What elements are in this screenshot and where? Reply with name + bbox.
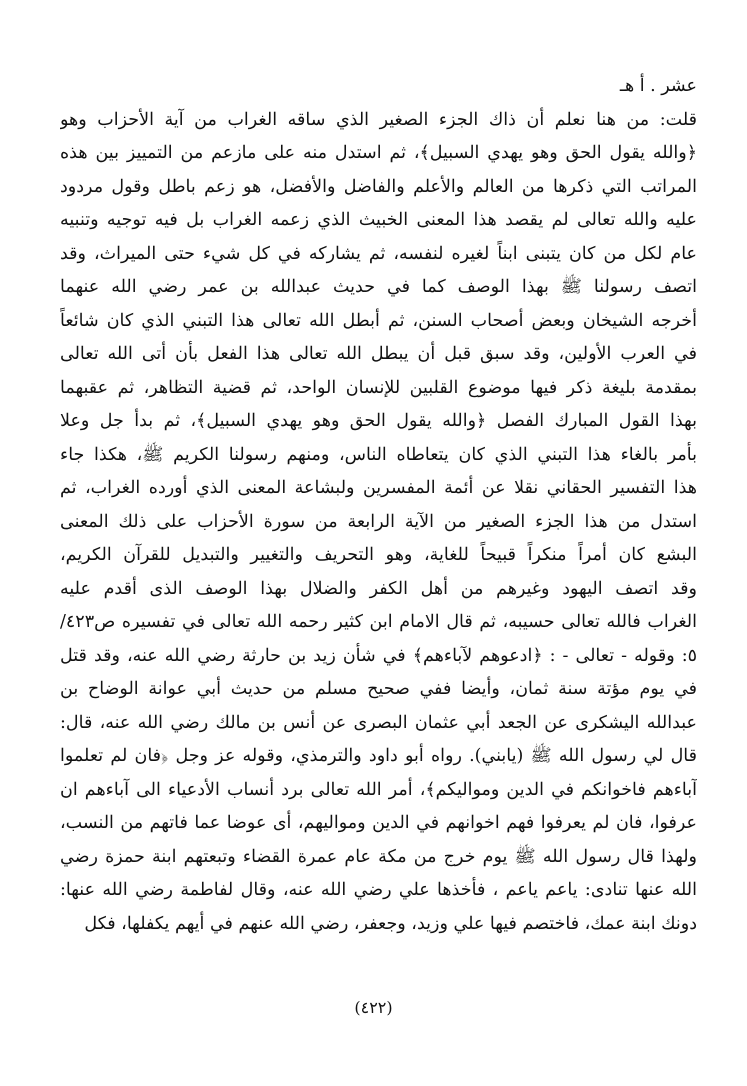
text-line: دونك ابنة عمك، فاختصم فيها علي وزيد، وجعفر، رضي الله عنهم في أيهم يكفلها، فكل xyxy=(84,913,697,934)
text-line: الغراب فالله تعالى حسيبه، ثم قال الامام ابن كثير رحمه الله تعالى في تفسيره ص٤٢٣/ xyxy=(60,612,697,632)
text-line: بأمر بالغاء هذا التبني الذي كان يتعاطاه الناس، ومنهم رسولنا الكريم ﷺ، هكذا جاء xyxy=(60,444,697,465)
text-line: ٥: وقوله - تعالى - : ﴿ادعوهم لآباءهم﴾ في شأن زيد بن حارثة رضي الله عنه، وقد قتل xyxy=(60,645,697,666)
text-line: عبدالله اليشكرى عن الجعد أبي عثمان البصرى عن أنس بن مالك رضي الله عنه، قال: xyxy=(60,712,697,733)
text-line: في العرب الأولين، وقد سبق قبل أن يبطل الله تعالى هذا الفعل بأن أتى الله تعالى xyxy=(60,344,697,364)
page-number: (٤٢٢) xyxy=(354,998,393,1017)
text-line: بهذا القول المبارك الفصل ﴿والله يقول الحق وهو يهدي السبيل﴾، ثم بدأ جل وعلا xyxy=(60,411,697,431)
text-line: وقد اتصف اليهود وغيرهم من أهل الكفر والضلال بهذا الوصف الذى أقدم عليه xyxy=(60,578,697,599)
text-line: قلت: من هنا نعلم أن ذاك الجزء الصغير الذي ساقه الغراب من آية الأحزاب وهو xyxy=(60,109,697,130)
text-line: الله عنها تنادى: ياعم ياعم ، فأخذها علي رضي الله عنه، وقال لفاطمة رضي الله عنها: xyxy=(60,880,697,900)
text-line: اتصف رسولنا ﷺ بهذا الوصف كما في حديث عبدالله بن عمر رضي الله عنهما xyxy=(60,277,697,297)
text-line: عشر . أ هـ xyxy=(619,76,697,96)
text-line: عرفوا، فان لم يعرفوا فهم اخوانهم في الدين ومواليهم، أى عوضا عما فاتهم من النسب، xyxy=(60,813,697,833)
text-line: البشع كان أمراً منكراً قبيحاً للغاية، وهو التحريف والتغيير والتبديل للقرآن الكريم، xyxy=(60,545,697,565)
body-text xyxy=(60,70,697,941)
text-line: بمقدمة بليغة ذكر فيها موضوع القلبين للإنسان الواحد، ثم قضية التظاهر، ثم عقبهما xyxy=(60,377,697,398)
text-line: ولهذا قال رسول الله ﷺ يوم خرج من مكة عام عمرة القضاء وتبعتهم ابنة حمزة رضي xyxy=(60,846,697,867)
text-line: المراتب التي ذكرها من العالم والأعلم والفاضل والأفضل، هو زعم باطل وقول مردود xyxy=(60,176,697,197)
text-line: في يوم مؤتة سنة ثمان، وأيضا ففي صحيح مسلم من حديث أبي عوانة الوضاح بن xyxy=(60,679,697,699)
text-line: أخرجه الشيخان وبعض أصحاب السنن، ثم أبطل الله تعالى هذا التبني الذي كان شائعاً xyxy=(60,310,697,331)
text-line: عليه والله تعالى لم يقصد هذا المعنى الخبيث الذي زعمه الغراب بل فيه توجيه وتنبيه xyxy=(60,210,697,230)
text-line: قال لي رسول الله ﷺ (يابني). رواه أبو داود والترمذي، وقوله عز وجل ﴿فان لم تعلموا xyxy=(60,746,697,766)
text-line: ﴿والله يقول الحق وهو يهدي السبيل﴾، ثم استدل منه على مازعم من التمييز بين هذه xyxy=(60,143,697,163)
text-line: استدل من هذا الجزء الصغير من الآية الرابعة من سورة الأحزاب على ذلك المعنى xyxy=(60,511,697,532)
text-line: آباءهم فاخوانكم في الدين ومواليكم﴾، أمر الله تعالى برد أنساب الأدعياء الى آباءهم ان xyxy=(60,779,697,800)
text-line: هذا التفسير الحقاني نقلا عن أئمة المفسرين ولبشاعة المعنى الذي أورده الغراب، ثم xyxy=(60,478,697,498)
text-line: عام لكل من كان يتبنى ابناً لغيره لنفسه، ثم يشاركه في كل شيء حتى الميراث، وقد xyxy=(60,243,697,264)
